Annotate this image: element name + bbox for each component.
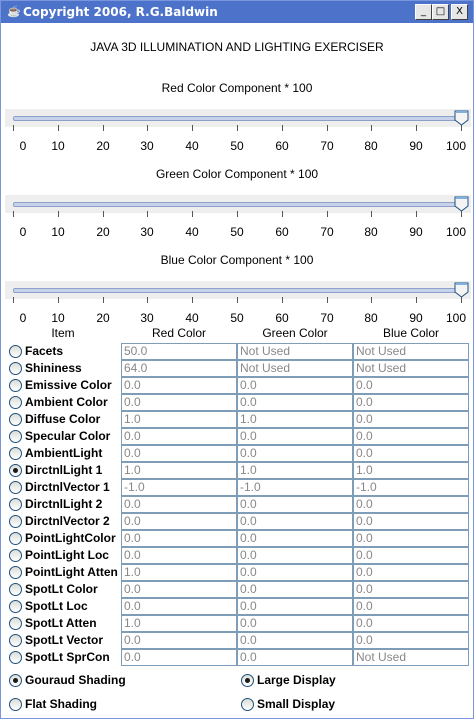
slider-tick [461,211,462,217]
blue-value-field[interactable]: 0.0 [353,445,469,462]
row-label: PointLight Atten [25,565,118,579]
slider-tick [371,211,372,217]
grid-row [5,496,471,513]
gouraud-radio[interactable] [9,674,22,687]
blue-value-field[interactable]: Not Used [353,343,469,360]
row-label: AmbientLight [25,446,103,460]
slider-tick-label: 40 [185,225,199,239]
slider-tick [416,211,417,217]
slider-label: Green Color Component * 100 [155,167,319,181]
row-radio[interactable] [9,345,22,358]
green-value-field[interactable]: 1.0 [237,462,353,479]
slider-tick [237,125,238,131]
row-label: SpotLt Vector [25,633,104,647]
large-display-label: Large Display [257,673,336,687]
red-value-field[interactable]: 1.0 [121,564,237,581]
slider-tick-label: 20 [96,139,110,153]
row-radio[interactable] [9,430,22,443]
row-label: Shininess [25,361,82,375]
row-radio[interactable] [9,464,22,477]
red-value-field[interactable]: 0.0 [121,547,237,564]
slider-tick-label: 30 [140,225,154,239]
green-value-field[interactable]: Not Used [237,360,353,377]
slider-thumb[interactable] [454,196,469,212]
red-value-field[interactable]: 0.0 [121,581,237,598]
slider-tick-label: 80 [364,225,378,239]
slider-tick-label: 0 [19,311,27,325]
blue-value-field[interactable]: 0.0 [353,394,469,411]
small-display-label: Small Display [257,697,336,711]
slider-tick-label: 40 [185,311,199,325]
blue-value-field[interactable]: Not Used [353,649,469,666]
green-value-field[interactable]: 0.0 [237,632,353,649]
grid-row [5,428,471,445]
title-bar[interactable] [1,1,473,23]
row-label: SpotLt Loc [25,599,88,613]
row-label: DirctnlVector 1 [25,480,110,494]
red-value-field[interactable]: 1.0 [121,462,237,479]
slider-tick [371,125,372,131]
row-label: DirctnlLight 1 [25,463,103,477]
red-value-field[interactable]: 0.0 [121,530,237,547]
red-value-field[interactable]: 64.0 [121,360,237,377]
green-value-field[interactable]: 0.0 [237,377,353,394]
close-button[interactable]: X [451,4,468,20]
slider-tick [13,125,14,131]
slider-label: Red Color Component * 100 [161,81,313,95]
green-value-field[interactable]: 0.0 [237,445,353,462]
row-radio[interactable] [9,447,22,460]
blue-value-field[interactable]: 0.0 [353,496,469,513]
grid-header [5,326,471,341]
row-radio[interactable] [9,515,22,528]
slider-tick [282,125,283,131]
header-red: Red Color [151,326,207,340]
slider-tick-label: 100 [445,311,467,325]
red-value-field[interactable]: 50.0 [121,343,237,360]
grid-row [5,394,471,411]
blue-value-field[interactable]: 0.0 [353,547,469,564]
green-value-field[interactable]: 0.0 [237,496,353,513]
row-radio[interactable] [9,481,22,494]
slider-tick [103,297,104,303]
slider-tick [327,125,328,131]
slider-tick [13,211,14,217]
row-label: SpotLt SprCon [25,650,110,664]
maximize-button[interactable]: □ [432,4,449,20]
java-icon: ☕ [7,6,21,18]
row-label: DirctnlLight 2 [25,497,103,511]
slider-tick [147,125,148,131]
slider-tick-label: 70 [320,311,334,325]
slider-tick [58,297,59,303]
slider-tick-label: 60 [275,139,289,153]
blue-value-field[interactable]: 0.0 [353,428,469,445]
row-radio[interactable] [9,532,22,545]
page-title: JAVA 3D ILLUMINATION AND LIGHTING EXERCISER [90,40,384,54]
blue-value-field[interactable]: 1.0 [353,462,469,479]
row-label: Specular Color [25,429,111,443]
slider-tick [13,297,14,303]
flat-radio[interactable] [9,698,22,711]
slider-tick [237,211,238,217]
slider-tick [416,297,417,303]
slider-tick [103,211,104,217]
slider-tick-label: 70 [320,139,334,153]
slider-tick [58,125,59,131]
green-value-field[interactable]: 0.0 [237,513,353,530]
row-radio[interactable] [9,600,22,613]
row-radio[interactable] [9,498,22,511]
slider-tick-label: 10 [51,139,65,153]
large-display-radio[interactable] [241,674,254,687]
slider-tick-label: 90 [409,225,423,239]
row-label: Diffuse Color [25,412,101,426]
header-item: Item [51,326,75,340]
grid-row [5,632,471,649]
slider-tick [103,125,104,131]
grid-row [5,462,471,479]
blue-value-field[interactable]: 0.0 [353,530,469,547]
slider-tick-label: 10 [51,225,65,239]
row-radio[interactable] [9,413,22,426]
red-value-field[interactable]: 0.0 [121,496,237,513]
header-blue: Blue Color [382,326,440,340]
slider-tick-label: 60 [275,225,289,239]
green-value-field[interactable]: -1.0 [237,479,353,496]
row-radio[interactable] [9,634,22,647]
row-radio[interactable] [9,379,22,392]
red-value-field[interactable]: 0.0 [121,394,237,411]
green-value-field[interactable]: 0.0 [237,649,353,666]
blue-value-field[interactable]: 0.0 [353,564,469,581]
slider-tick-label: 30 [140,311,154,325]
slider-tick [192,297,193,303]
slider-tick-label: 0 [19,139,27,153]
row-radio[interactable] [9,362,22,375]
green-value-field[interactable]: 0.0 [237,547,353,564]
slider-tick-label: 0 [19,225,27,239]
red-value-field[interactable]: 0.0 [121,649,237,666]
blue-value-field[interactable]: 0.0 [353,598,469,615]
red-value-field[interactable]: 0.0 [121,377,237,394]
slider-tick-label: 90 [409,311,423,325]
slider-tick-label: 50 [230,311,244,325]
grid-row [5,615,471,632]
slider-tick [461,297,462,303]
red-value-field[interactable]: 1.0 [121,411,237,428]
grid-row [5,581,471,598]
flat-shading-option[interactable] [9,696,209,713]
slider-track[interactable] [13,288,461,293]
slider-tick [282,211,283,217]
row-radio[interactable] [9,583,22,596]
flat-label: Flat Shading [25,697,97,711]
slider-thumb[interactable] [454,282,469,298]
window-title: Copyright 2006, R.G.Baldwin [23,5,218,19]
slider-tick-label: 20 [96,225,110,239]
grid-row [5,513,471,530]
green-value-field[interactable]: 0.0 [237,394,353,411]
slider-track[interactable] [13,202,461,207]
slider-tick [461,125,462,131]
red-value-field[interactable]: 0.0 [121,513,237,530]
slider-tick-label: 50 [230,225,244,239]
blue-value-field[interactable]: Not Used [353,360,469,377]
row-label: SpotLt Color [25,582,98,596]
grid-row [5,479,471,496]
slider-tick [192,125,193,131]
slider-tick-label: 30 [140,139,154,153]
row-radio[interactable] [9,617,22,630]
green-value-field[interactable]: Not Used [237,343,353,360]
slider-tick [327,211,328,217]
red-value-field[interactable]: 0.0 [121,598,237,615]
blue-value-field[interactable]: 0.0 [353,581,469,598]
blue-value-field[interactable]: 0.0 [353,411,469,428]
slider-tick [371,297,372,303]
grid-row [5,564,471,581]
slider-tick-label: 50 [230,139,244,153]
slider-tick-label: 100 [445,225,467,239]
blue-value-field[interactable]: 0.0 [353,615,469,632]
row-label: PointLight Loc [25,548,109,562]
row-radio[interactable] [9,566,22,579]
slider-tick-label: 80 [364,311,378,325]
grid-row [5,343,471,360]
slider-tick [327,297,328,303]
slider-tick-label: 90 [409,139,423,153]
header-green: Green Color [262,326,328,340]
green-value-field[interactable]: 0.0 [237,598,353,615]
slider-tick [282,297,283,303]
slider-tick-label: 70 [320,225,334,239]
slider-tick-label: 100 [445,139,467,153]
red-value-field[interactable]: 0.0 [121,632,237,649]
green-value-field[interactable]: 0.0 [237,530,353,547]
green-value-field[interactable]: 0.0 [237,564,353,581]
slider-tick-label: 80 [364,139,378,153]
grid-row [5,530,471,547]
slider-track[interactable] [13,116,461,121]
large-display-option[interactable] [241,672,441,689]
grid-row [5,411,471,428]
minimize-button[interactable]: _ [415,4,432,20]
gouraud-label: Gouraud Shading [25,673,126,687]
row-label: Emissive Color [25,378,112,392]
row-radio[interactable] [9,549,22,562]
slider-tick-label: 60 [275,311,289,325]
grid-row [5,649,471,666]
slider-tick [147,297,148,303]
red-value-field[interactable]: 1.0 [121,615,237,632]
red-value-field[interactable]: 0.0 [121,428,237,445]
slider-label: Blue Color Component * 100 [160,253,314,267]
green-value-field[interactable]: 0.0 [237,428,353,445]
gouraud-shading-option[interactable] [9,672,209,689]
slider-tick [147,211,148,217]
grid-row [5,445,471,462]
blue-value-field[interactable]: 0.0 [353,513,469,530]
green-value-field[interactable]: 1.0 [237,411,353,428]
slider-tick [58,211,59,217]
blue-value-field[interactable]: 0.0 [353,377,469,394]
green-value-field[interactable]: 0.0 [237,615,353,632]
grid-row [5,598,471,615]
slider-tick-label: 40 [185,139,199,153]
small-display-radio[interactable] [241,698,254,711]
grid-row [5,547,471,564]
slider-tick-label: 10 [51,311,65,325]
blue-value-field[interactable]: -1.0 [353,479,469,496]
row-label: Facets [25,344,64,358]
row-radio[interactable] [9,396,22,409]
grid-row [5,377,471,394]
slider-thumb[interactable] [454,110,469,126]
row-radio[interactable] [9,651,22,664]
red-value-field[interactable]: -1.0 [121,479,237,496]
green-value-field[interactable]: 0.0 [237,581,353,598]
small-display-option[interactable] [241,696,441,713]
slider-tick [237,297,238,303]
slider-tick [416,125,417,131]
grid-row [5,360,471,377]
row-label: Ambient Color [25,395,108,409]
row-label: SpotLt Atten [25,616,97,630]
slider-tick-label: 20 [96,311,110,325]
slider-tick [192,211,193,217]
red-value-field[interactable]: 0.0 [121,445,237,462]
row-label: PointLightColor [25,531,116,545]
blue-value-field[interactable]: 0.0 [353,632,469,649]
row-label: DirctnlVector 2 [25,514,110,528]
